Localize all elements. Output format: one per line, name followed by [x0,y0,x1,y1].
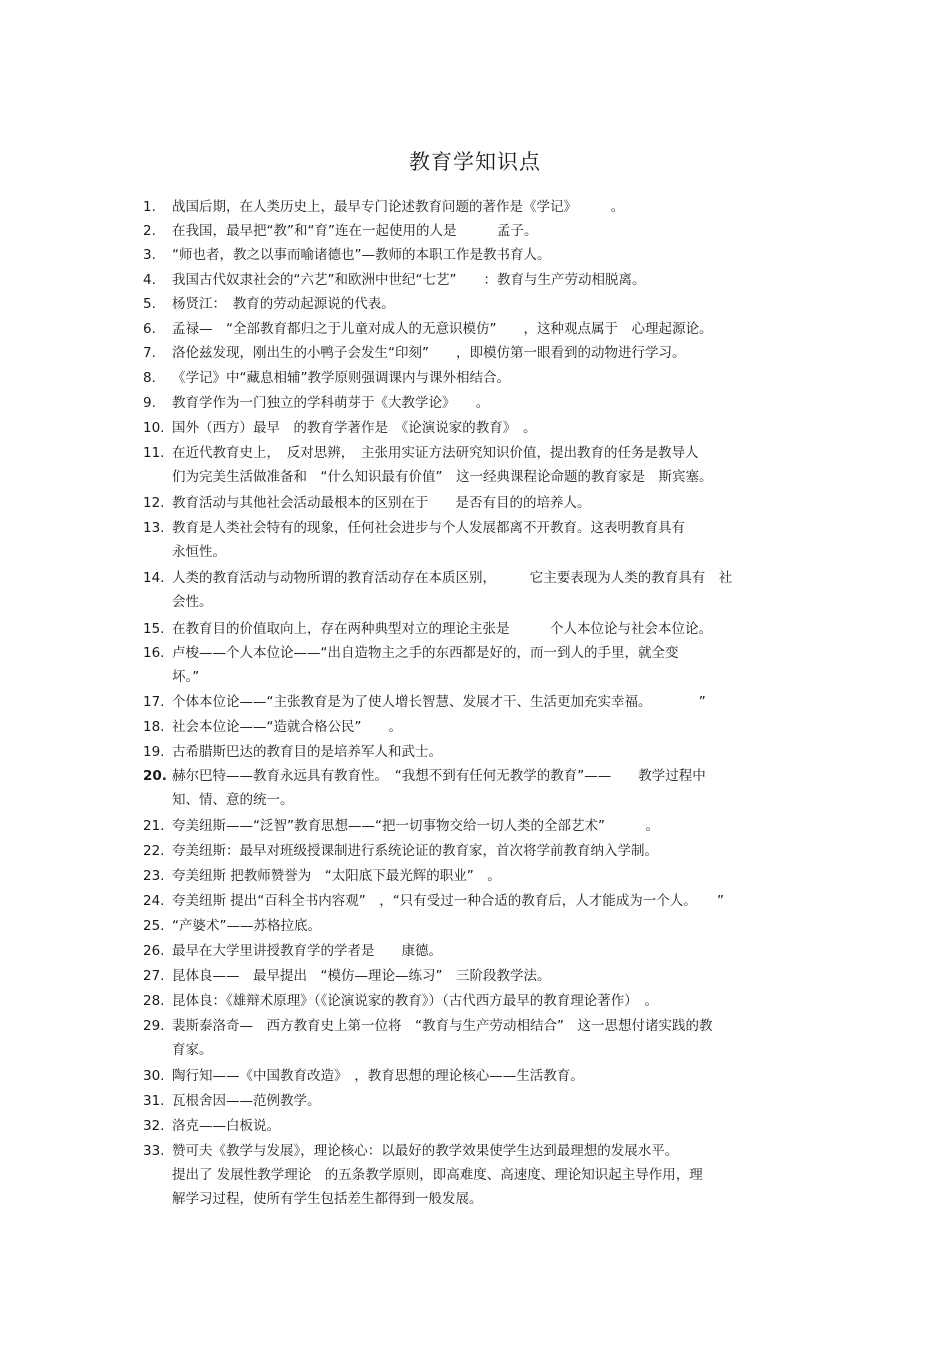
list-item [143,1139,823,1211]
item-number: 14. [143,570,165,586]
list-item [143,864,823,888]
item-text: 最早在大学里讲授教育学的学者是 康德。 [172,943,442,959]
item-text: 昆体良：《雄辩术原理》（《论演说家的教育》）（古代西方最早的教育理论著作） 。 [172,993,658,1009]
list-item [143,341,823,365]
list-item [143,964,823,988]
item-number: 1. [143,199,156,215]
item-number: 12. [143,495,165,511]
list-item [143,391,823,415]
list-item [143,292,823,316]
item-number: 25. [143,918,165,934]
item-number: 2. [143,223,156,239]
list-item [143,690,823,714]
item-number: 32. [143,1118,165,1134]
item-text: 解学习过程，使所有学生包括差生都得到一般发展。 [172,1191,483,1207]
item-text: 在近代教育史上， 反对思辨， 主张用实证方法研究知识价值，提出教育的任务是教导人 [172,445,699,461]
item-text: 人类的教育活动与动物所谓的教育活动存在本质区别， 它主要表现为人类的教育具有 社 [172,570,733,586]
item-number: 28. [143,993,165,1009]
list-item [143,740,823,764]
item-text: 在我国，最早把“教”和“育”连在一起使用的人是 孟子。 [172,223,538,239]
list-item [143,219,823,243]
item-number: 26. [143,943,165,959]
item-number: 13. [143,520,165,536]
item-number: 6. [143,321,156,337]
list-item [143,268,823,292]
item-text: 国外（西方）最早 的教育学著作是 《论演说家的教育》 。 [172,420,537,436]
item-text: 杨贤江： 教育的劳动起源说的代表。 [172,296,395,312]
list-item [143,1064,823,1088]
item-number: 27. [143,968,165,984]
list-item [143,566,823,614]
item-number: 30. [143,1068,165,1084]
item-number: 23. [143,868,165,884]
item-number: 3. [143,247,156,263]
item-number: 22. [143,843,165,859]
item-text: 教育活动与其他社会活动最根本的区别在于 是否有目的的培养人。 [172,495,591,511]
item-number: 18. [143,719,165,735]
item-text: 知、情、意的统一。 [172,792,294,808]
item-number: 7. [143,345,156,361]
list-item [143,939,823,963]
item-number: 21. [143,818,165,834]
item-text: 们为完美生活做准备和 “什么知识最有价值” 这一经典课程论命题的教育家是 斯宾塞。 [172,469,713,485]
list-item [143,366,823,390]
list-item [143,1089,823,1113]
list-item [143,491,823,515]
item-number: 4. [143,272,156,288]
item-text: 孟禄— “全部教育都归之于儿童对成人的无意识模仿” ，这种观点属于 心理起源论。 [172,321,713,337]
item-text: 个体本位论——“主张教育是为了使人增长智慧、发展才干、生活更加充实幸福。 ” [172,694,706,710]
list-item [143,243,823,267]
item-text: 夸美纽斯——“泛智”教育思想——“把一切事物交给一切人类的全部艺术” 。 [172,818,659,834]
item-number: 24. [143,893,165,909]
list-item [143,641,823,689]
item-number: 33. [143,1143,165,1159]
item-text: 提出了 发展性教学理论 的五条教学原则，即高难度、高速度、理论知识起主导作用，理 [172,1167,703,1183]
item-text: 坏。” [172,669,200,685]
item-text: 赫尔巴特——教育永远具有教育性。 “我想不到有任何无教学的教育”—— 教学过程中 [172,768,706,784]
list-item [143,317,823,341]
item-number: 10. [143,420,165,436]
list-item [143,617,823,641]
item-number: 9. [143,395,156,411]
list-item [143,814,823,838]
item-text: 陶行知——《中国教育改造》 ，教育思想的理论核心——生活教育。 [172,1068,584,1084]
item-number: 17. [143,694,165,710]
item-text: 古希腊斯巴达的教育目的是培养军人和武士。 [172,744,442,760]
item-text: 夸美纽斯：最早对班级授课制进行系统论证的教育家，首次将学前教育纳入学制。 [172,843,658,859]
item-text: 卢梭——个人本位论——“出自造物主之手的东西都是好的，而一到人的手里，就全变 [172,645,679,661]
list-item [143,715,823,739]
list-item [143,441,823,489]
item-number: 20. [143,768,167,784]
list-item [143,1014,823,1062]
item-text: 永恒性。 [172,544,226,560]
item-text: 战国后期，在人类历史上，最早专门论述教育问题的著作是《学记》 。 [172,199,625,215]
item-number: 15. [143,621,165,637]
item-number: 16. [143,645,165,661]
item-number: 19. [143,744,165,760]
list-item [143,839,823,863]
list-item [143,416,823,440]
item-text: 育家。 [172,1042,213,1058]
item-text: 昆体良—— 最早提出 “模仿—理论—练习” 三阶段教学法。 [172,968,551,984]
item-text: 社会本位论——“造就合格公民” 。 [172,719,402,735]
item-text: 我国古代奴隶社会的“六艺”和欧洲中世纪“七艺” ：教育与生产劳动相脱离。 [172,272,646,288]
item-text: 瓦根舍因——范例教学。 [172,1093,321,1109]
list-item [143,989,823,1013]
page-title: 教育学知识点 [409,150,541,174]
item-text: 裴斯泰洛奇— 西方教育史上第一位将 “教育与生产劳动相结合” 这一思想付诸实践的教 [172,1018,713,1034]
item-text: 《学记》中“藏息相辅”教学原则强调课内与课外相结合。 [172,370,510,386]
item-text: “师也者，教之以事而喻诸德也”—教师的本职工作是教书育人。 [172,247,551,263]
item-number: 5. [143,296,156,312]
item-text: 夸美纽斯 提出“百科全书内容观” ，“只有受过一种合适的教育后，人才能成为一个人。 ” [172,893,725,909]
item-text: “产婆术”——苏格拉底。 [172,918,321,934]
item-text: 在教育目的价值取向上，存在两种典型对立的理论主张是 个人本位论与社会本位论。 [172,621,712,637]
list-item [143,914,823,938]
list-item [143,1114,823,1138]
item-number: 11. [143,445,165,461]
item-text: 洛克——白板说。 [172,1118,280,1134]
list-item [143,195,823,219]
list-item [143,516,823,564]
item-text: 洛伦兹发现，刚出生的小鸭子会发生“印刻” ，即模仿第一眼看到的动物进行学习。 [172,345,686,361]
item-number: 8. [143,370,156,386]
item-text: 教育是人类社会特有的现象，任何社会进步与个人发展都离不开教育。这表明教育具有 [172,520,685,536]
item-number: 29. [143,1018,165,1034]
item-text: 会性。 [172,594,213,610]
item-text: 教育学作为一门独立的学科萌芽于《大教学论》 。 [172,395,490,411]
item-number: 31. [143,1093,165,1109]
list-item [143,764,823,812]
item-text: 赞可夫《教学与发展》，理论核心：以最好的教学效果使学生达到最理想的发展水平。 [172,1143,679,1159]
item-text: 夸美纽斯 把教师赞誉为 “太阳底下最光辉的职业” 。 [172,868,501,884]
list-item [143,889,823,913]
